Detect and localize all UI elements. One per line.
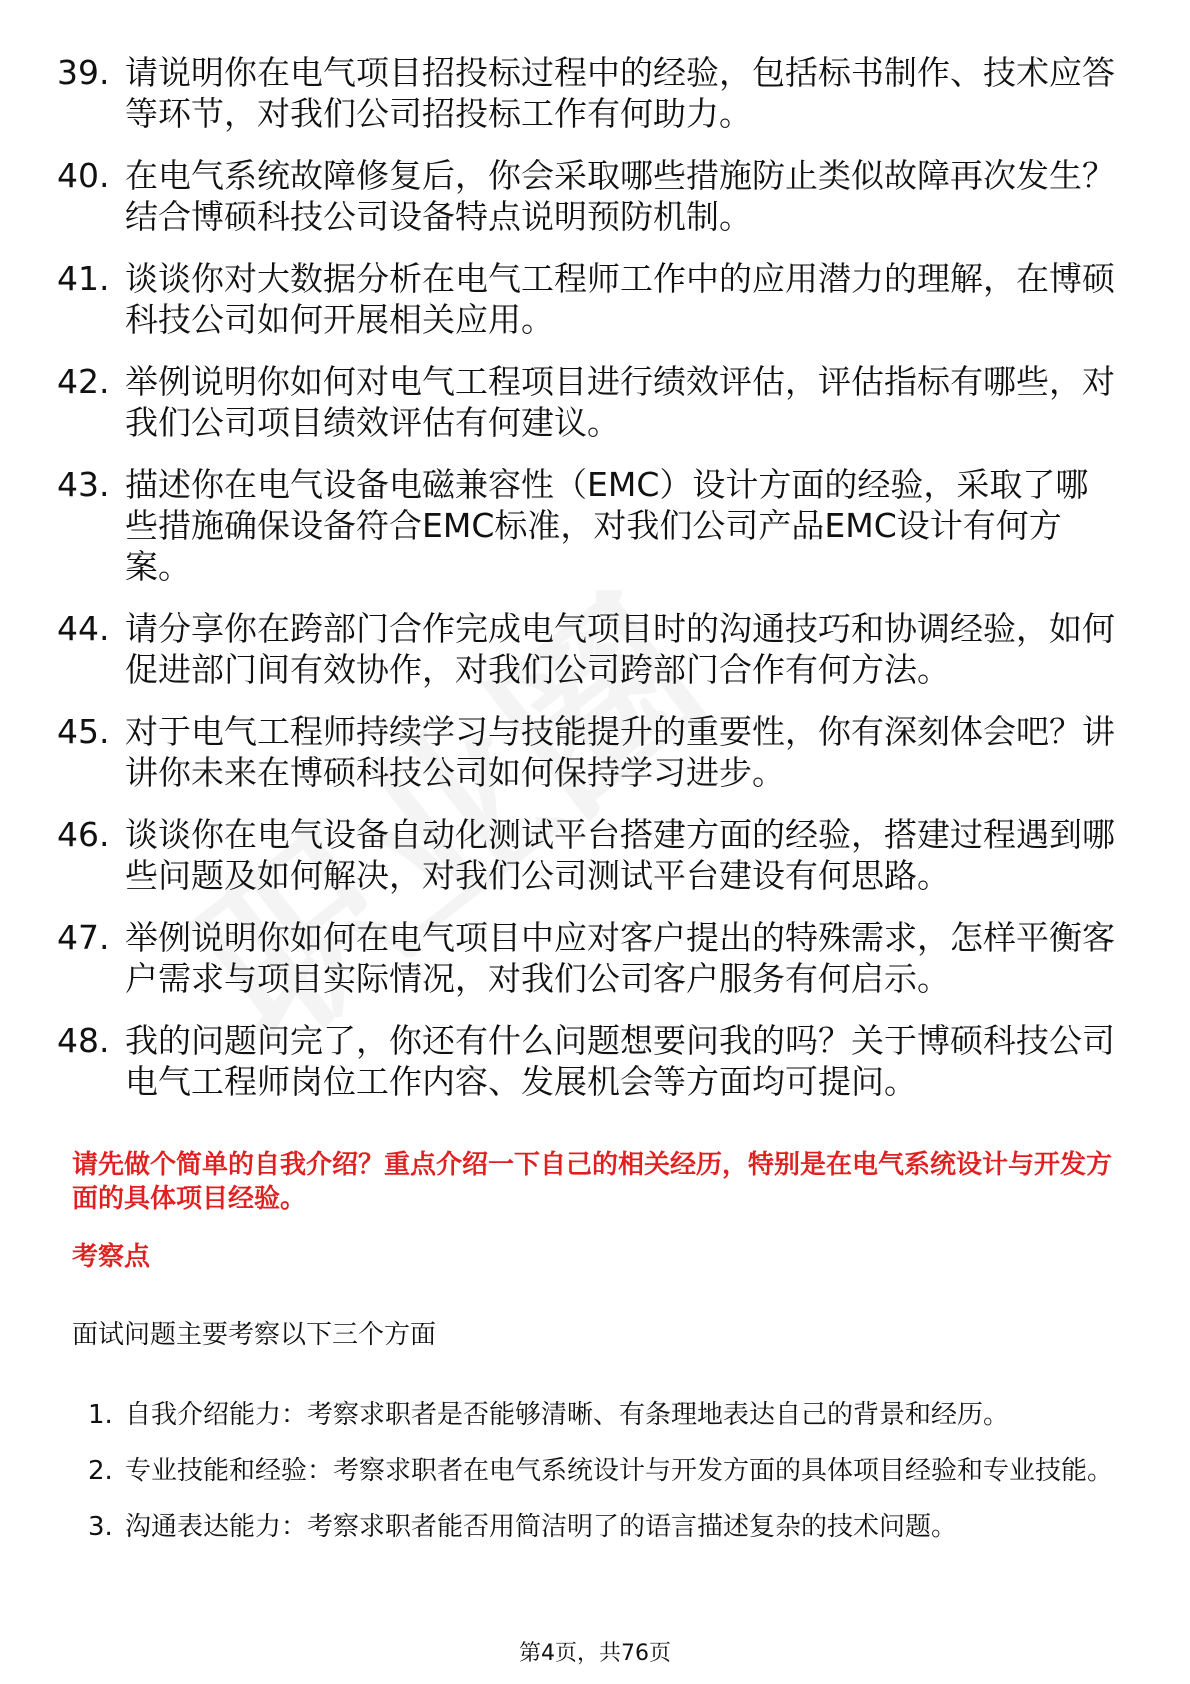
point-number: 3. bbox=[88, 1512, 113, 1542]
assessment-point bbox=[0, 1444, 1190, 1498]
point-number: 1. bbox=[88, 1400, 113, 1430]
question-item bbox=[0, 814, 1190, 896]
assessment-point bbox=[0, 1388, 1190, 1442]
question-item bbox=[0, 1020, 1190, 1102]
question-item bbox=[0, 608, 1190, 690]
point-text: 自我介绍能力：考察求职者是否能够清晰、有条理地表达自己的背景和经历。 bbox=[125, 1400, 1010, 1430]
question-item bbox=[0, 917, 1190, 999]
question-number: 45. bbox=[57, 712, 110, 751]
point-number: 2. bbox=[88, 1456, 113, 1486]
question-text: 谈谈你在电气设备自动化测试平台搭建方面的经验，搭建过程遇到哪些问题及如何解决，对我们公司测试平台建设有何思路。 bbox=[125, 815, 1115, 895]
question-text: 在电气系统故障修复后，你会采取哪些措施防止类似故障再次发生？结合博硕科技公司设备特点说明预防机制。 bbox=[125, 156, 1115, 236]
question-text: 谈谈你对大数据分析在电气工程师工作中的应用潜力的理解，在博硕科技公司如何开展相关应用。 bbox=[125, 259, 1115, 339]
question-number: 40. bbox=[57, 156, 110, 195]
question-text: 请分享你在跨部门合作完成电气项目时的沟通技巧和协调经验，如何促进部门间有效协作，对我们公司跨部门合作有何方法。 bbox=[125, 609, 1115, 689]
question-number: 39. bbox=[57, 53, 110, 92]
assessment-point bbox=[0, 1500, 1190, 1554]
question-number: 48. bbox=[57, 1021, 110, 1060]
section-title: 考察点 bbox=[72, 1242, 151, 1272]
question-item bbox=[0, 711, 1190, 793]
question-text: 我的问题问完了，你还有什么问题想要问我的吗？关于博硕科技公司电气工程师岗位工作内容、发展机会等方面均可提问。 bbox=[125, 1021, 1115, 1101]
question-text: 举例说明你如何在电气项目中应对客户提出的特殊需求，怎样平衡客户需求与项目实际情况，对我们公司客户服务有何启示。 bbox=[125, 918, 1115, 998]
question-item bbox=[0, 361, 1190, 443]
question-number: 41. bbox=[57, 259, 110, 298]
question-item bbox=[0, 258, 1190, 340]
point-text: 沟通表达能力：考察求职者能否用简洁明了的语言描述复杂的技术问题。 bbox=[125, 1512, 958, 1542]
question-number: 43. bbox=[57, 465, 110, 504]
assessment-points-list bbox=[0, 1388, 1190, 1556]
question-number: 44. bbox=[57, 609, 110, 648]
question-item bbox=[0, 464, 1190, 587]
question-list bbox=[0, 52, 1190, 1123]
question-text: 描述你在电气设备电磁兼容性（EMC）设计方面的经验，采取了哪些措施确保设备符合EMC标准，对我们公司产品EMC设计有何方案。 bbox=[125, 465, 1089, 586]
question-number: 46. bbox=[57, 815, 110, 854]
question-number: 42. bbox=[57, 362, 110, 401]
question-item bbox=[0, 155, 1190, 237]
question-number: 47. bbox=[57, 918, 110, 957]
question-item bbox=[0, 52, 1190, 134]
intro-text: 面试问题主要考察以下三个方面 bbox=[72, 1320, 437, 1350]
question-text: 请说明你在电气项目招投标过程中的经验，包括标书制作、技术应答等环节，对我们公司招投标工作有何助力。 bbox=[125, 53, 1115, 133]
highlighted-question: 请先做个简单的自我介绍？重点介绍一下自己的相关经历，特别是在电气系统设计与开发方面的具体项目经验。 bbox=[72, 1150, 1113, 1214]
question-text: 举例说明你如何对电气工程项目进行绩效评估，评估指标有哪些，对我们公司项目绩效评估有何建议。 bbox=[125, 362, 1115, 442]
page-footer: 第4页，共76页 bbox=[519, 1641, 671, 1666]
point-text: 专业技能和经验：考察求职者在电气系统设计与开发方面的具体项目经验和专业技能。 bbox=[125, 1456, 1114, 1486]
question-text: 对于电气工程师持续学习与技能提升的重要性，你有深刻体会吧？讲讲你未来在博硕科技公司如何保持学习进步。 bbox=[125, 712, 1115, 792]
